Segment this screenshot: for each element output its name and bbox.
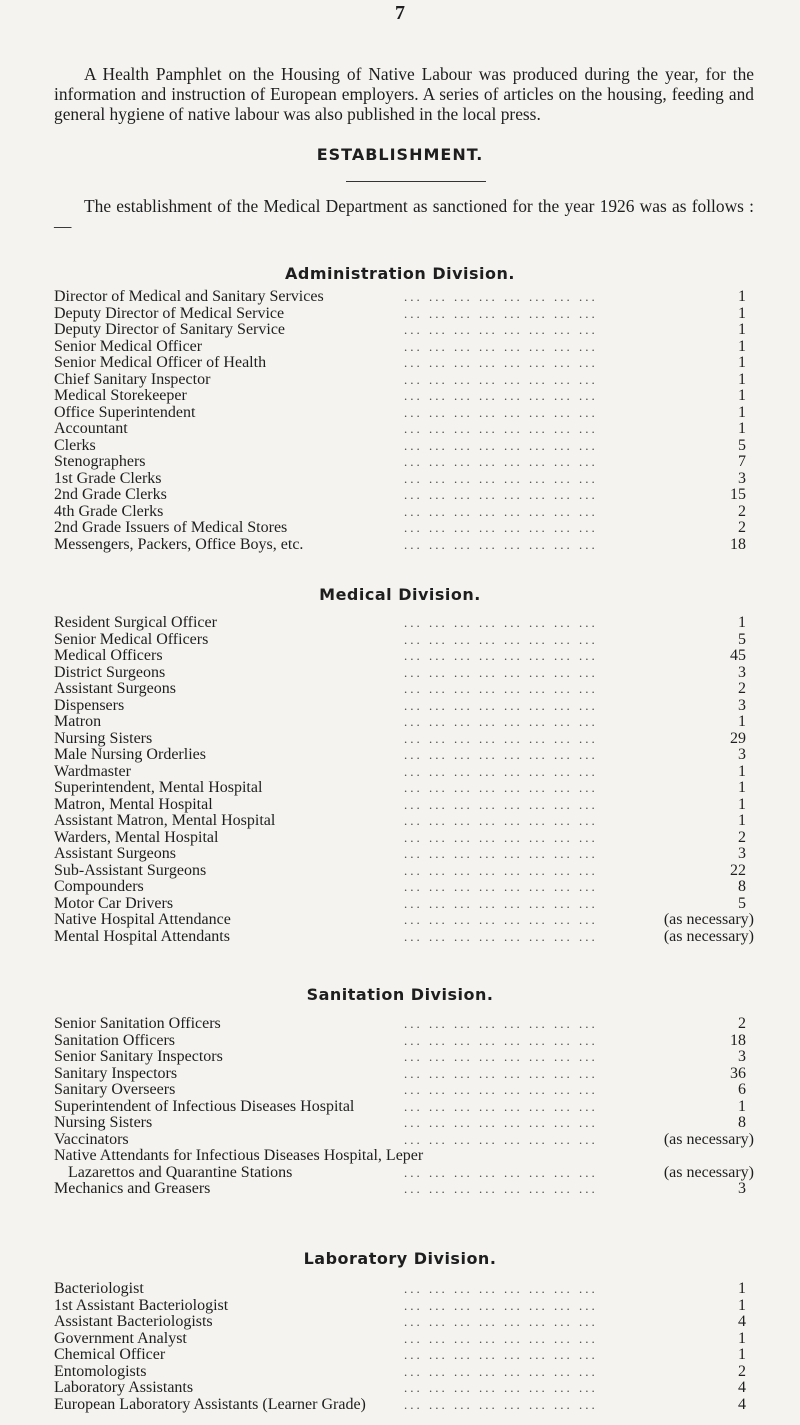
- table-row: [54, 1298, 754, 1315]
- leader-dots: ... ... ... ... ... ... ... ...: [404, 1297, 598, 1313]
- leader-dots: ... ... ... ... ... ... ... ...: [404, 747, 598, 762]
- row-value: 3: [738, 469, 746, 487]
- leader-dots: ... ... ... ... ... ... ... ...: [404, 338, 598, 354]
- leader-dots: ... ... ... ... ... ... ... ...: [404, 780, 598, 795]
- row-value: (as necessary): [663, 1163, 754, 1181]
- leader-dots: ... ... ... ... ... ... ... ...: [404, 1082, 598, 1097]
- row-label: 1st Grade Clerks: [54, 469, 162, 487]
- leader-dots: ... ... ... ... ... ... ... ...: [404, 1314, 598, 1329]
- row-value: 29: [730, 729, 746, 747]
- table-row: [54, 322, 754, 339]
- row-value: 1: [738, 288, 746, 305]
- row-value: 1: [738, 779, 746, 796]
- table-row: [54, 1347, 754, 1364]
- row-value: 1: [738, 321, 746, 338]
- leader-dots: ... ... ... ... ... ... ... ...: [404, 631, 598, 647]
- row-value: 1: [738, 304, 746, 322]
- row-value: 3: [738, 663, 746, 681]
- row-label: Wardmaster: [54, 762, 131, 780]
- leader-dots: ... ... ... ... ... ... ... ...: [404, 1098, 598, 1114]
- row-value: 45: [730, 647, 746, 664]
- row-value: 2: [738, 1015, 746, 1032]
- leader-dots: ... ... ... ... ... ... ... ...: [404, 470, 598, 486]
- leader-dots: ... ... ... ... ... ... ... ...: [404, 1281, 598, 1296]
- row-value: 1: [738, 1329, 746, 1347]
- leader-dots: ... ... ... ... ... ... ... ...: [404, 1347, 598, 1362]
- leader-dots: ... ... ... ... ... ... ... ...: [404, 536, 598, 552]
- leader-dots: ... ... ... ... ... ... ... ...: [404, 1032, 598, 1048]
- leader-dots: ... ... ... ... ... ... ... ...: [404, 714, 598, 729]
- row-value: (as necessary): [663, 1130, 754, 1148]
- table-row: [54, 1148, 754, 1165]
- row-value: 4: [738, 1379, 746, 1396]
- row-value: 2: [738, 828, 746, 846]
- row-label: Nursing Sisters: [54, 1114, 153, 1131]
- leader-dots: ... ... ... ... ... ... ... ...: [404, 846, 598, 861]
- leader-dots: ... ... ... ... ... ... ... ...: [404, 681, 598, 696]
- row-value: 4: [738, 1313, 746, 1330]
- leader-dots: ... ... ... ... ... ... ... ...: [404, 648, 598, 663]
- row-value: 1: [738, 370, 746, 388]
- leader-dots: ... ... ... ... ... ... ... ...: [404, 813, 598, 828]
- row-value: (as necessary): [663, 927, 754, 945]
- leader-dots: ... ... ... ... ... ... ... ...: [404, 697, 598, 713]
- row-value: 5: [738, 894, 746, 912]
- table-row: [54, 813, 754, 830]
- row-label: Entomologists: [54, 1362, 147, 1380]
- row-value: 1: [738, 1097, 746, 1115]
- row-value: 1: [738, 614, 746, 631]
- row-label: Assistant Matron, Mental Hospital: [54, 812, 276, 829]
- row-label: Compounders: [54, 878, 144, 895]
- row-value: 2: [738, 502, 746, 520]
- leader-dots: ... ... ... ... ... ... ... ...: [404, 862, 598, 878]
- leader-dots: ... ... ... ... ... ... ... ...: [404, 388, 598, 403]
- leader-dots: ... ... ... ... ... ... ... ...: [404, 437, 598, 453]
- row-value: 1: [738, 354, 746, 371]
- row-label: Medical Storekeeper: [54, 387, 187, 404]
- row-label: Matron: [54, 713, 102, 730]
- row-label: Sanitation Officers: [54, 1031, 176, 1049]
- row-value: 1: [738, 762, 746, 780]
- row-value: (as necessary): [663, 911, 754, 928]
- table-row: [54, 1364, 754, 1381]
- row-value: 1: [738, 795, 746, 813]
- row-label: District Surgeons: [54, 663, 166, 681]
- table-row: [54, 537, 754, 554]
- table-row: [54, 355, 754, 372]
- table-row: [54, 1181, 754, 1198]
- table-row: [54, 879, 754, 896]
- table-row: [54, 698, 754, 715]
- table-row: [54, 929, 754, 946]
- leader-dots: ... ... ... ... ... ... ... ...: [404, 520, 598, 535]
- table-row: [54, 912, 754, 929]
- row-value: 2: [738, 519, 746, 536]
- row-label: Senior Sanitary Inspectors: [54, 1048, 223, 1065]
- row-label: 4th Grade Clerks: [54, 502, 164, 520]
- leader-dots: ... ... ... ... ... ... ... ...: [404, 1115, 598, 1130]
- row-value: 1: [738, 1280, 746, 1297]
- row-label: Stenographers: [54, 453, 146, 470]
- sanitation-list: [54, 1016, 754, 1198]
- row-label: Assistant Bacteriologists: [54, 1313, 213, 1330]
- intro-paragraph: [54, 64, 754, 124]
- table-row: [54, 764, 754, 781]
- row-label: European Laboratory Assistants (Learner Grade): [54, 1395, 366, 1413]
- row-label: 2nd Grade Clerks: [54, 486, 167, 503]
- table-row: [54, 714, 754, 731]
- table-row: [54, 1082, 754, 1099]
- leader-dots: ... ... ... ... ... ... ... ...: [404, 355, 598, 370]
- table-row: [54, 289, 754, 306]
- table-row: [54, 780, 754, 797]
- row-value: 1: [738, 337, 746, 355]
- sanitation-heading: Sanitation Division.: [306, 985, 494, 1004]
- leader-dots: ... ... ... ... ... ... ... ...: [404, 664, 598, 680]
- table-row: [54, 520, 754, 537]
- leader-dots: ... ... ... ... ... ... ... ...: [404, 796, 598, 812]
- table-row: [54, 1397, 754, 1414]
- table-row: [54, 454, 754, 471]
- row-value: 1: [738, 420, 746, 437]
- table-row: [54, 797, 754, 814]
- table-row: [54, 306, 754, 323]
- row-label: Senior Medical Officer of Health: [54, 354, 267, 371]
- divider-rule: [346, 181, 486, 182]
- row-value: 1: [738, 403, 746, 421]
- row-label: Nursing Sisters: [54, 729, 153, 747]
- table-row: [54, 681, 754, 698]
- table-row: [54, 1016, 754, 1033]
- leader-dots: ... ... ... ... ... ... ... ...: [404, 289, 598, 304]
- row-label: Matron, Mental Hospital: [54, 795, 213, 813]
- leader-dots: ... ... ... ... ... ... ... ...: [404, 487, 598, 502]
- establishment-heading: ESTABLISHMENT.: [316, 145, 484, 164]
- table-row: [54, 1115, 754, 1132]
- row-label: Native Attendants for Infectious Diseases Hospital, Leper: [54, 1147, 424, 1164]
- row-value: 3: [738, 1048, 746, 1065]
- row-value: 2: [738, 1362, 746, 1380]
- row-value: 3: [738, 696, 746, 714]
- leader-dots: ... ... ... ... ... ... ... ...: [404, 371, 598, 387]
- row-label: Director of Medical and Sanitary Services: [54, 288, 324, 305]
- administration-heading: Administration Division.: [285, 264, 515, 283]
- row-label: Native Hospital Attendance: [54, 911, 231, 928]
- leader-dots: ... ... ... ... ... ... ... ...: [404, 895, 598, 911]
- row-value: 8: [738, 878, 746, 895]
- row-value: 1: [738, 812, 746, 829]
- row-value: 1: [738, 1346, 746, 1363]
- table-row: [54, 405, 754, 422]
- row-value: 7: [738, 453, 746, 470]
- row-label: Senior Medical Officers: [54, 630, 209, 648]
- leader-dots: ... ... ... ... ... ... ... ...: [404, 1380, 598, 1395]
- row-label: Deputy Director of Medical Service: [54, 304, 285, 322]
- row-value: 1: [738, 387, 746, 404]
- row-value: 18: [730, 1031, 746, 1049]
- leader-dots: ... ... ... ... ... ... ... ...: [404, 421, 598, 436]
- row-value: 3: [738, 1180, 746, 1197]
- table-row: [54, 438, 754, 455]
- row-label: Resident Surgical Officer: [54, 614, 217, 631]
- table-row: [54, 1380, 754, 1397]
- table-row: [54, 1314, 754, 1331]
- row-label: Deputy Director of Sanitary Service: [54, 321, 286, 338]
- row-value: 6: [738, 1081, 746, 1098]
- row-label: Superintendent of Infectious Diseases Hospital: [54, 1097, 355, 1115]
- leader-dots: ... ... ... ... ... ... ... ...: [404, 1164, 598, 1180]
- row-label: Motor Car Drivers: [54, 894, 174, 912]
- row-label: 1st Assistant Bacteriologist: [54, 1296, 229, 1314]
- row-value: 5: [738, 436, 746, 454]
- leader-dots: ... ... ... ... ... ... ... ...: [404, 1016, 598, 1031]
- table-row: [54, 731, 754, 748]
- row-value: 1: [738, 1296, 746, 1314]
- row-label: Assistant Surgeons: [54, 845, 176, 862]
- table-row: [54, 632, 754, 649]
- row-label: Bacteriologist: [54, 1280, 144, 1297]
- row-label: Chemical Officer: [54, 1346, 166, 1363]
- leader-dots: ... ... ... ... ... ... ... ...: [404, 1049, 598, 1064]
- leader-dots: ... ... ... ... ... ... ... ...: [404, 615, 598, 630]
- leader-dots: ... ... ... ... ... ... ... ...: [404, 454, 598, 469]
- leader-dots: ... ... ... ... ... ... ... ...: [404, 829, 598, 845]
- laboratory-heading: Laboratory Division.: [303, 1249, 497, 1268]
- row-label: Clerks: [54, 436, 96, 454]
- table-row: [54, 504, 754, 521]
- row-label: Chief Sanitary Inspector: [54, 370, 211, 388]
- leader-dots: ... ... ... ... ... ... ... ...: [404, 1131, 598, 1147]
- row-value: 8: [738, 1114, 746, 1131]
- row-label: Mechanics and Greasers: [54, 1180, 211, 1197]
- table-row: [54, 648, 754, 665]
- row-label: Male Nursing Orderlies: [54, 746, 206, 763]
- row-label: Warders, Mental Hospital: [54, 828, 219, 846]
- leader-dots: ... ... ... ... ... ... ... ...: [404, 879, 598, 894]
- row-value: 2: [738, 680, 746, 697]
- leader-dots: ... ... ... ... ... ... ... ...: [404, 503, 598, 519]
- table-row: [54, 863, 754, 880]
- leader-dots: ... ... ... ... ... ... ... ...: [404, 1181, 598, 1196]
- intro-text: A Health Pamphlet on the Housing of Native Labour was produced during the year, for the information and instruction of European employers. A series of articles on the housing, feeding and general hygiene of native labour was also published in the local press.: [54, 64, 754, 124]
- row-label: Lazarettos and Quarantine Stations: [68, 1163, 293, 1181]
- row-value: 4: [738, 1395, 746, 1413]
- row-label: Superintendent, Mental Hospital: [54, 779, 263, 796]
- table-row: [54, 1165, 754, 1182]
- row-value: 22: [730, 861, 746, 879]
- row-label: Senior Sanitation Officers: [54, 1015, 221, 1032]
- leader-dots: ... ... ... ... ... ... ... ...: [404, 763, 598, 779]
- table-row: [54, 1281, 754, 1298]
- row-value: 3: [738, 746, 746, 763]
- row-value: 1: [738, 713, 746, 730]
- row-value: 5: [738, 630, 746, 648]
- leader-dots: ... ... ... ... ... ... ... ...: [404, 912, 598, 927]
- laboratory-list: [54, 1281, 754, 1413]
- table-row: [54, 830, 754, 847]
- row-label: Laboratory Assistants: [54, 1379, 194, 1396]
- leader-dots: ... ... ... ... ... ... ... ...: [404, 305, 598, 321]
- table-row: [54, 1049, 754, 1066]
- table-row: [54, 1033, 754, 1050]
- page-number: 7: [395, 2, 405, 24]
- table-row: [54, 421, 754, 438]
- leader-dots: ... ... ... ... ... ... ... ...: [404, 928, 598, 944]
- medical-list: [54, 615, 754, 945]
- row-label: Sanitary Overseers: [54, 1081, 176, 1098]
- table-row: [54, 1099, 754, 1116]
- row-label: Assistant Surgeons: [54, 680, 176, 697]
- table-row: [54, 1066, 754, 1083]
- row-value: 15: [730, 486, 746, 503]
- establishment-text: The establishment of the Medical Department as sanctioned for the year 1926 was as follows :—: [54, 196, 754, 236]
- row-value: 36: [730, 1064, 746, 1082]
- table-row: [54, 665, 754, 682]
- row-label: Medical Officers: [54, 647, 163, 664]
- table-row: [54, 1331, 754, 1348]
- table-row: [54, 1132, 754, 1149]
- row-value: 3: [738, 845, 746, 862]
- row-label: Vaccinators: [54, 1130, 129, 1148]
- row-value: 18: [730, 535, 746, 553]
- row-label: Sub-Assistant Surgeons: [54, 861, 207, 879]
- row-label: Accountant: [54, 420, 128, 437]
- row-label: Government Analyst: [54, 1329, 187, 1347]
- table-row: [54, 339, 754, 356]
- leader-dots: ... ... ... ... ... ... ... ...: [404, 1363, 598, 1379]
- row-label: Messengers, Packers, Office Boys, etc.: [54, 535, 304, 553]
- table-row: [54, 747, 754, 764]
- row-label: Mental Hospital Attendants: [54, 927, 230, 945]
- medical-heading: Medical Division.: [319, 585, 481, 604]
- row-label: Sanitary Inspectors: [54, 1064, 178, 1082]
- table-row: [54, 471, 754, 488]
- table-row: [54, 846, 754, 863]
- row-label: 2nd Grade Issuers of Medical Stores: [54, 519, 288, 536]
- table-row: [54, 896, 754, 913]
- leader-dots: ... ... ... ... ... ... ... ...: [404, 1396, 598, 1412]
- leader-dots: ... ... ... ... ... ... ... ...: [404, 322, 598, 337]
- leader-dots: ... ... ... ... ... ... ... ...: [404, 1330, 598, 1346]
- administration-list: [54, 289, 754, 553]
- table-row: [54, 615, 754, 632]
- leader-dots: ... ... ... ... ... ... ... ...: [404, 404, 598, 420]
- establishment-paragraph: [54, 196, 754, 236]
- leader-dots: ... ... ... ... ... ... ... ...: [404, 1065, 598, 1081]
- row-label: Office Superintendent: [54, 403, 196, 421]
- table-row: [54, 372, 754, 389]
- leader-dots: ... ... ... ... ... ... ... ...: [404, 730, 598, 746]
- table-row: [54, 487, 754, 504]
- row-label: Dispensers: [54, 696, 125, 714]
- row-label: Senior Medical Officer: [54, 337, 203, 355]
- table-row: [54, 388, 754, 405]
